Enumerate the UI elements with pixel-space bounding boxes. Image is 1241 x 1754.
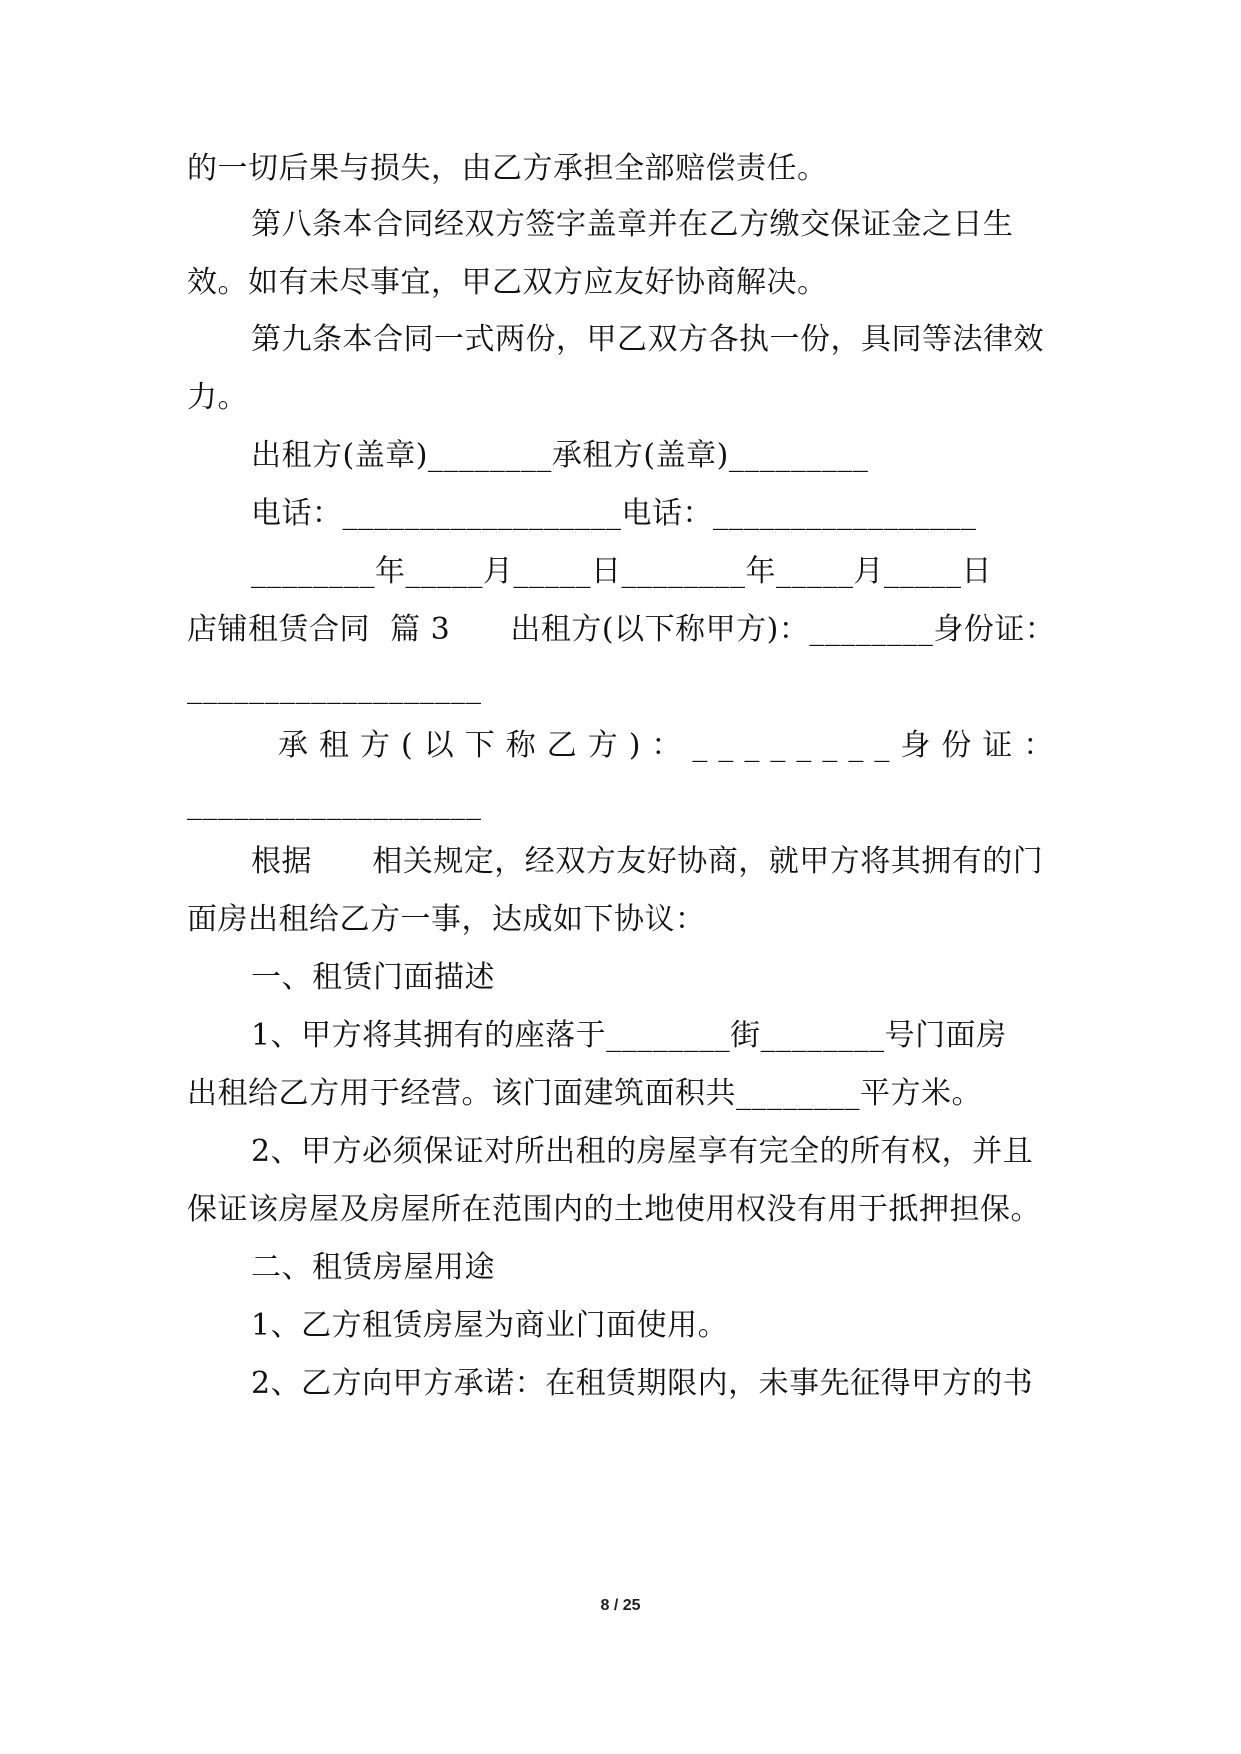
paragraph-line: 保证该房屋及房屋所在范围内的土地使用权没有用于抵押担保。 bbox=[187, 1192, 1041, 1227]
clause-heading: 二、租赁房屋用途 bbox=[251, 1250, 495, 1285]
blank-line: ___________________ bbox=[187, 670, 482, 705]
paragraph-line: 2、甲方必须保证对所出租的房屋享有完全的所有权，并且 bbox=[251, 1134, 1034, 1169]
page-number: 8 / 25 bbox=[600, 1597, 641, 1614]
paragraph-line: 1、甲方将其拥有的座落于________街________号门面房 bbox=[251, 1018, 1007, 1053]
paragraph-line: 根据 相关规定，经双方友好协商，就甲方将其拥有的门 bbox=[251, 844, 1044, 879]
paragraph-line: 1、乙方租赁房屋为商业门面使用。 bbox=[251, 1308, 729, 1343]
paragraph-line: 第八条本合同经双方签字盖章并在乙方缴交保证金之日生 bbox=[251, 207, 1014, 242]
paragraph-line: 2、乙方向甲方承诺：在租赁期限内，未事先征得甲方的书 bbox=[251, 1366, 1034, 1401]
signature-line: 出租方(盖章)________承租方(盖章)_________ bbox=[251, 438, 869, 473]
date-line: ________年_____月_____日________年_____月_____日 bbox=[251, 554, 992, 589]
phone-line: 电话：__________________电话：_________________ bbox=[251, 496, 977, 531]
paragraph-line: 出租给乙方用于经营。该门面建筑面积共________平方米。 bbox=[187, 1076, 982, 1111]
paragraph-line: 效。如有未尽事宜，甲乙双方应友好协商解决。 bbox=[187, 265, 828, 300]
paragraph-line: 第九条本合同一式两份，甲乙双方各执一份，具同等法律效 bbox=[251, 322, 1044, 357]
clause-heading: 一、租赁门面描述 bbox=[251, 960, 495, 995]
paragraph-line: 力。 bbox=[187, 380, 248, 415]
blank-line: ___________________ bbox=[187, 786, 482, 821]
tenant-line: 承租方(以下称乙方)：________身份证： bbox=[278, 728, 1065, 763]
section-heading-line: 店铺租赁合同 篇 3 出租方(以下称甲方)：________身份证： bbox=[187, 612, 1056, 647]
paragraph-line: 面房出租给乙方一事，达成如下协议： bbox=[187, 902, 706, 937]
paragraph-line: 的一切后果与损失，由乙方承担全部赔偿责任。 bbox=[187, 151, 828, 186]
